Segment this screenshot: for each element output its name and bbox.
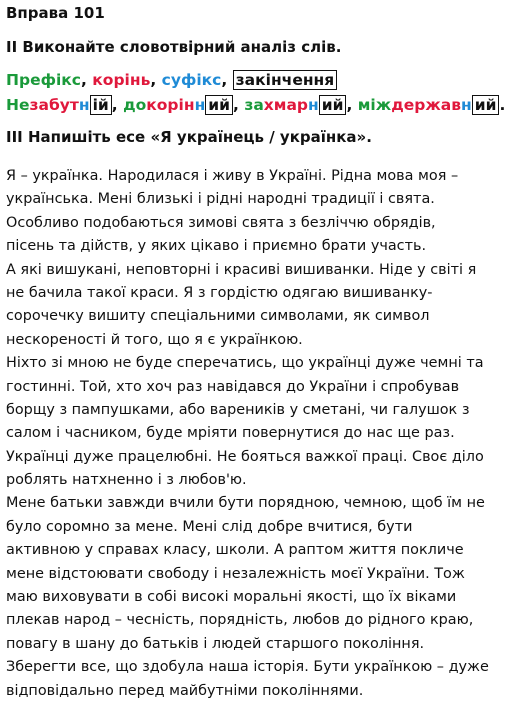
essay-line: Я – українка. Народилася і живу в Україні. Рідна мова моя – xyxy=(6,168,459,184)
word-prefix: за xyxy=(244,96,264,114)
legend-prefix: Префікс xyxy=(6,71,81,89)
word-root: держав xyxy=(391,96,462,114)
legend-ending: закінчення xyxy=(233,70,338,90)
essay-line: А які вишукані, неповторні і красиві вишиванки. Ніде у світі я xyxy=(6,261,477,278)
essay-line: маю виховувати в собі високі моральні якості, що їх віками xyxy=(6,589,457,606)
legend-comma: , xyxy=(221,71,228,89)
word-ending: ий xyxy=(205,95,233,115)
essay-line: Особливо подобаються зимові свята з безліччю обрядів, xyxy=(6,214,436,231)
essay-line: нескореності й того, що я є українкою. xyxy=(6,331,303,348)
essay-line: пісень та дійств, у яких цікаво і приємно брати участь. xyxy=(6,238,427,255)
task-3-heading: III Напишіть есе «Я українець / українка». xyxy=(6,128,372,146)
essay-line: сорочечку вишиту спеціальними символами, як символ xyxy=(6,308,430,325)
essay-line: Ніхто зі мною не буде сперечатись, що українці дуже чемні та xyxy=(6,355,484,372)
morpheme-legend xyxy=(6,71,337,89)
exercise-title: Вправа 101 xyxy=(6,4,105,22)
essay-line: Українці дуже працелюбні. Не бояться важкої праці. Своє діло xyxy=(6,448,484,465)
word-root: забут xyxy=(29,96,79,114)
word-ending: ій xyxy=(90,95,112,115)
essay-line: було соромно за мене. Мені слід добре вчитися, бути xyxy=(6,518,413,535)
word-root: корін xyxy=(146,96,195,114)
essay-line: українська. Мені близькі і рідні народні традиції і свята. xyxy=(6,191,435,208)
essay-line: відповідально перед майбутніми поколіннями. xyxy=(6,682,364,699)
word-suffix: н xyxy=(308,96,319,114)
essay-line: борщу з пампушками, або вареників у сметані, чи галушок з xyxy=(6,401,470,418)
essay-line: активною у справах класу, школи. А раптом життя покличе xyxy=(6,542,464,559)
essay-line: повагу в шану до батьків і людей старшого покоління. xyxy=(6,635,425,652)
essay-line: мене відстоювати свободу і незалежність моєї України. Тож xyxy=(6,565,465,582)
legend-comma: , xyxy=(80,71,87,89)
word-1 xyxy=(6,95,112,115)
analyzed-words: Незабутн ій , докорінн ий , захмарн ий , міждержавн ий . xyxy=(6,96,505,114)
essay-line: Мене батьки завжди вчили бути порядною, чемною, щоб їм не xyxy=(6,495,485,512)
essay-line: роблять натхненно і з любов'ю. xyxy=(6,472,247,489)
word-2 xyxy=(123,95,233,115)
word-comma: , xyxy=(111,96,118,114)
word-ending: ий xyxy=(472,95,500,115)
essay-text xyxy=(6,165,498,703)
essay-line: гостинні. Той, хто хоч раз навідався до України і спробував xyxy=(6,378,460,395)
word-comma: , xyxy=(233,96,239,114)
word-suffix: н xyxy=(461,96,472,114)
word-prefix: між xyxy=(357,96,392,114)
essay-line: салом і часником, буде мріяти повернутися до нас ще раз. xyxy=(6,425,455,442)
word-4 xyxy=(358,95,500,115)
legend-root: корінь xyxy=(92,71,151,89)
word-suffix: н xyxy=(78,96,90,114)
legend-suffix: суфікс xyxy=(161,71,222,89)
word-ending: ий xyxy=(319,95,347,115)
word-prefix: Не xyxy=(6,96,30,114)
essay-line: Зберегти все, що здобула наша історія. Бути українкою – дуже xyxy=(6,659,489,676)
word-prefix: до xyxy=(123,96,147,114)
word-root: хмар xyxy=(263,96,309,114)
word-suffix: н xyxy=(194,96,206,114)
word-3 xyxy=(244,95,346,115)
task-2-heading: II Виконайте словотвірний аналіз слів. xyxy=(6,38,342,56)
essay-line: плекав народ – чесність, порядність, любов до рідного краю, xyxy=(6,612,474,629)
essay-line: не бачила такої краси. Я з гордістю одягаю вишиванку- xyxy=(6,284,433,301)
legend-comma: , xyxy=(150,71,157,89)
word-comma: , xyxy=(346,96,353,114)
